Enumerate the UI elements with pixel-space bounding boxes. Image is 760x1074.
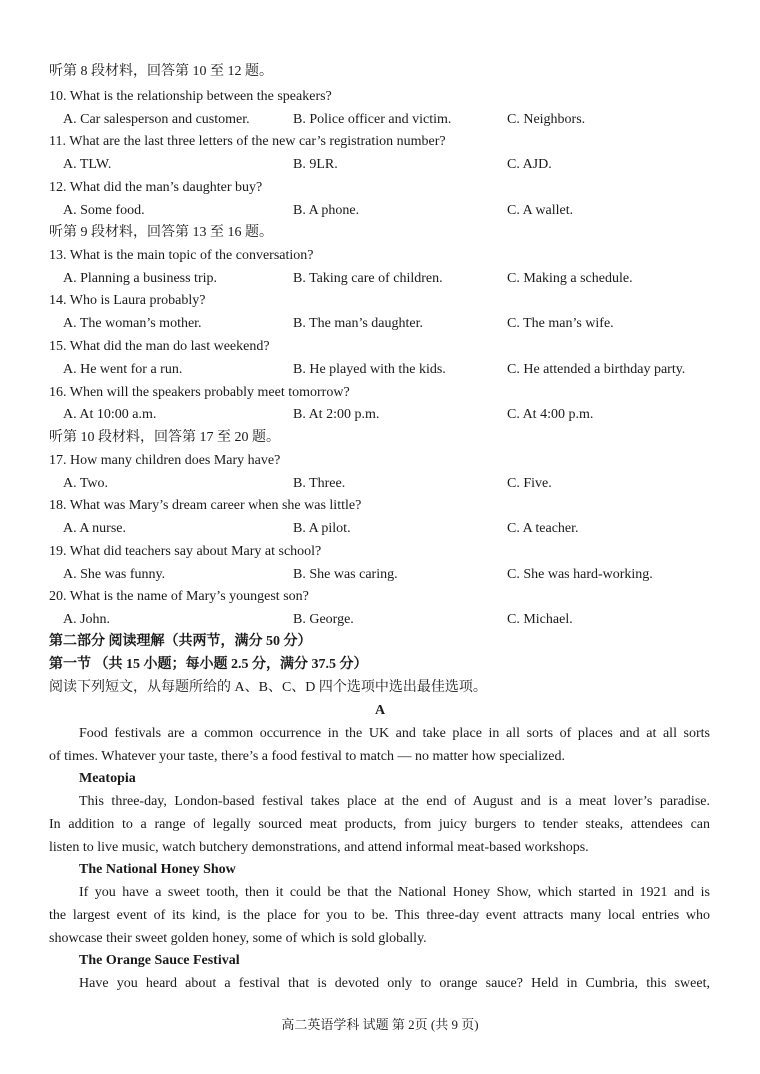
option-a: A. John. bbox=[63, 612, 111, 627]
question-14: 14. Who is Laura probably? bbox=[49, 293, 206, 308]
honey-line-1: If you have a sweet tooth, then it could be that the National Honey Show, which started in 1921 and is bbox=[79, 885, 710, 900]
option-c: C. AJD. bbox=[507, 157, 552, 172]
option-b: B. She was caring. bbox=[293, 567, 398, 582]
part-heading: 第二部分 阅读理解（共两节，满分 50 分） bbox=[49, 634, 312, 649]
option-a: A. Some food. bbox=[63, 203, 145, 218]
option-b: B. George. bbox=[293, 612, 354, 627]
question-10: 10. What is the relationship between the speakers? bbox=[49, 89, 332, 104]
question-15: 15. What did the man do last weekend? bbox=[49, 339, 270, 354]
option-b: B. A phone. bbox=[293, 203, 360, 218]
option-c: C. He attended a birthday party. bbox=[507, 362, 686, 377]
question-13: 13. What is the main topic of the conversation? bbox=[49, 248, 314, 263]
option-a: A. TLW. bbox=[63, 157, 112, 172]
question-16: 16. When will the speakers probably meet tomorrow? bbox=[49, 385, 350, 400]
question-18-options bbox=[0, 519, 760, 539]
question-12-options bbox=[0, 201, 760, 221]
option-b: B. Three. bbox=[293, 476, 346, 491]
orange-sauce-paragraph bbox=[49, 972, 710, 995]
question-19-options bbox=[0, 565, 760, 585]
option-b: B. The man’s daughter. bbox=[293, 316, 423, 331]
intro-paragraph bbox=[49, 722, 710, 768]
question-15-options bbox=[0, 360, 760, 380]
option-a: A. Planning a business trip. bbox=[63, 271, 217, 286]
option-c: C. A teacher. bbox=[507, 521, 579, 536]
option-c: C. The man’s wife. bbox=[507, 316, 614, 331]
option-a: A. A nurse. bbox=[63, 521, 126, 536]
orange-line-1: Have you heard about a festival that is devoted only to orange sauce? Held in Cumbria, this sweet, bbox=[79, 976, 710, 991]
section-heading: 第一节 （共 15 小题；每小题 2.5 分，满分 37.5 分） bbox=[49, 657, 368, 672]
option-c: C. At 4:00 p.m. bbox=[507, 407, 594, 422]
option-a: A. Car salesperson and customer. bbox=[63, 112, 250, 127]
question-13-options bbox=[0, 269, 760, 289]
honey-show-paragraph bbox=[49, 881, 710, 950]
option-b: B. He played with the kids. bbox=[293, 362, 446, 377]
option-a: A. At 10:00 a.m. bbox=[63, 407, 157, 422]
option-b: B. At 2:00 p.m. bbox=[293, 407, 380, 422]
intro-line-2: of times. Whatever your taste, there’s a food festival to match — no matter how specialized. bbox=[49, 749, 566, 764]
page-footer: 高二英语学科 试题 第 2页 (共 9 页) bbox=[281, 1017, 479, 1032]
question-18: 18. What was Mary’s dream career when she was little? bbox=[49, 498, 362, 513]
option-c: C. A wallet. bbox=[507, 203, 574, 218]
option-b: B. Police officer and victim. bbox=[293, 112, 452, 127]
option-c: C. Neighbors. bbox=[507, 112, 586, 127]
meatopia-line-3: listen to live music, watch butchery demonstrations, and attend informal meat-based workshops. bbox=[49, 840, 589, 855]
question-14-options bbox=[0, 314, 760, 334]
section-8-instruction: 听第 8 段材料，回答第 10 至 12 题。 bbox=[49, 64, 273, 79]
question-16-options bbox=[0, 405, 760, 425]
passage-letter: A bbox=[374, 703, 386, 718]
meatopia-title: Meatopia bbox=[79, 771, 136, 786]
question-11: 11. What are the last three letters of the new car’s registration number? bbox=[49, 134, 446, 149]
question-10-options bbox=[0, 110, 760, 130]
intro-line-1: Food festivals are a common occurrence in the UK and take place in all sorts of places and at all sorts bbox=[79, 726, 710, 741]
section-9-instruction: 听第 9 段材料，回答第 13 至 16 题。 bbox=[49, 225, 273, 240]
option-a: A. She was funny. bbox=[63, 567, 166, 582]
question-11-options bbox=[0, 155, 760, 175]
option-b: B. Taking care of children. bbox=[293, 271, 443, 286]
option-c: C. Five. bbox=[507, 476, 552, 491]
option-a: A. He went for a run. bbox=[63, 362, 183, 377]
option-a: A. The woman’s mother. bbox=[63, 316, 202, 331]
question-12: 12. What did the man’s daughter buy? bbox=[49, 180, 263, 195]
question-19: 19. What did teachers say about Mary at school? bbox=[49, 544, 322, 559]
meatopia-line-2: In addition to a range of legally sourced meat products, from juicy burgers to tender steaks, attendees can bbox=[49, 817, 710, 832]
honey-show-title: The National Honey Show bbox=[79, 862, 236, 877]
honey-line-2: the largest event of its kind, is the place for you to be. This three-day event attracts many local entries who bbox=[49, 908, 710, 923]
option-c: C. Michael. bbox=[507, 612, 573, 627]
question-17: 17. How many children does Mary have? bbox=[49, 453, 281, 468]
orange-sauce-title: The Orange Sauce Festival bbox=[79, 953, 240, 968]
option-c: C. Making a schedule. bbox=[507, 271, 633, 286]
meatopia-line-1: This three-day, London-based festival takes place at the end of August and is a meat lover’s paradise. bbox=[79, 794, 710, 809]
option-b: B. 9LR. bbox=[293, 157, 338, 172]
honey-line-3: showcase their sweet golden honey, some of which is sold globally. bbox=[49, 931, 427, 946]
option-a: A. Two. bbox=[63, 476, 109, 491]
meatopia-paragraph bbox=[49, 790, 710, 859]
section-10-instruction: 听第 10 段材料，回答第 17 至 20 题。 bbox=[49, 430, 280, 445]
option-c: C. She was hard-working. bbox=[507, 567, 653, 582]
option-b: B. A pilot. bbox=[293, 521, 351, 536]
question-20-options bbox=[0, 610, 760, 630]
reading-instruction: 阅读下列短文，从每题所给的 A、B、C、D 四个选项中选出最佳选项。 bbox=[49, 680, 487, 695]
question-17-options bbox=[0, 474, 760, 494]
question-20: 20. What is the name of Mary’s youngest son? bbox=[49, 589, 309, 604]
